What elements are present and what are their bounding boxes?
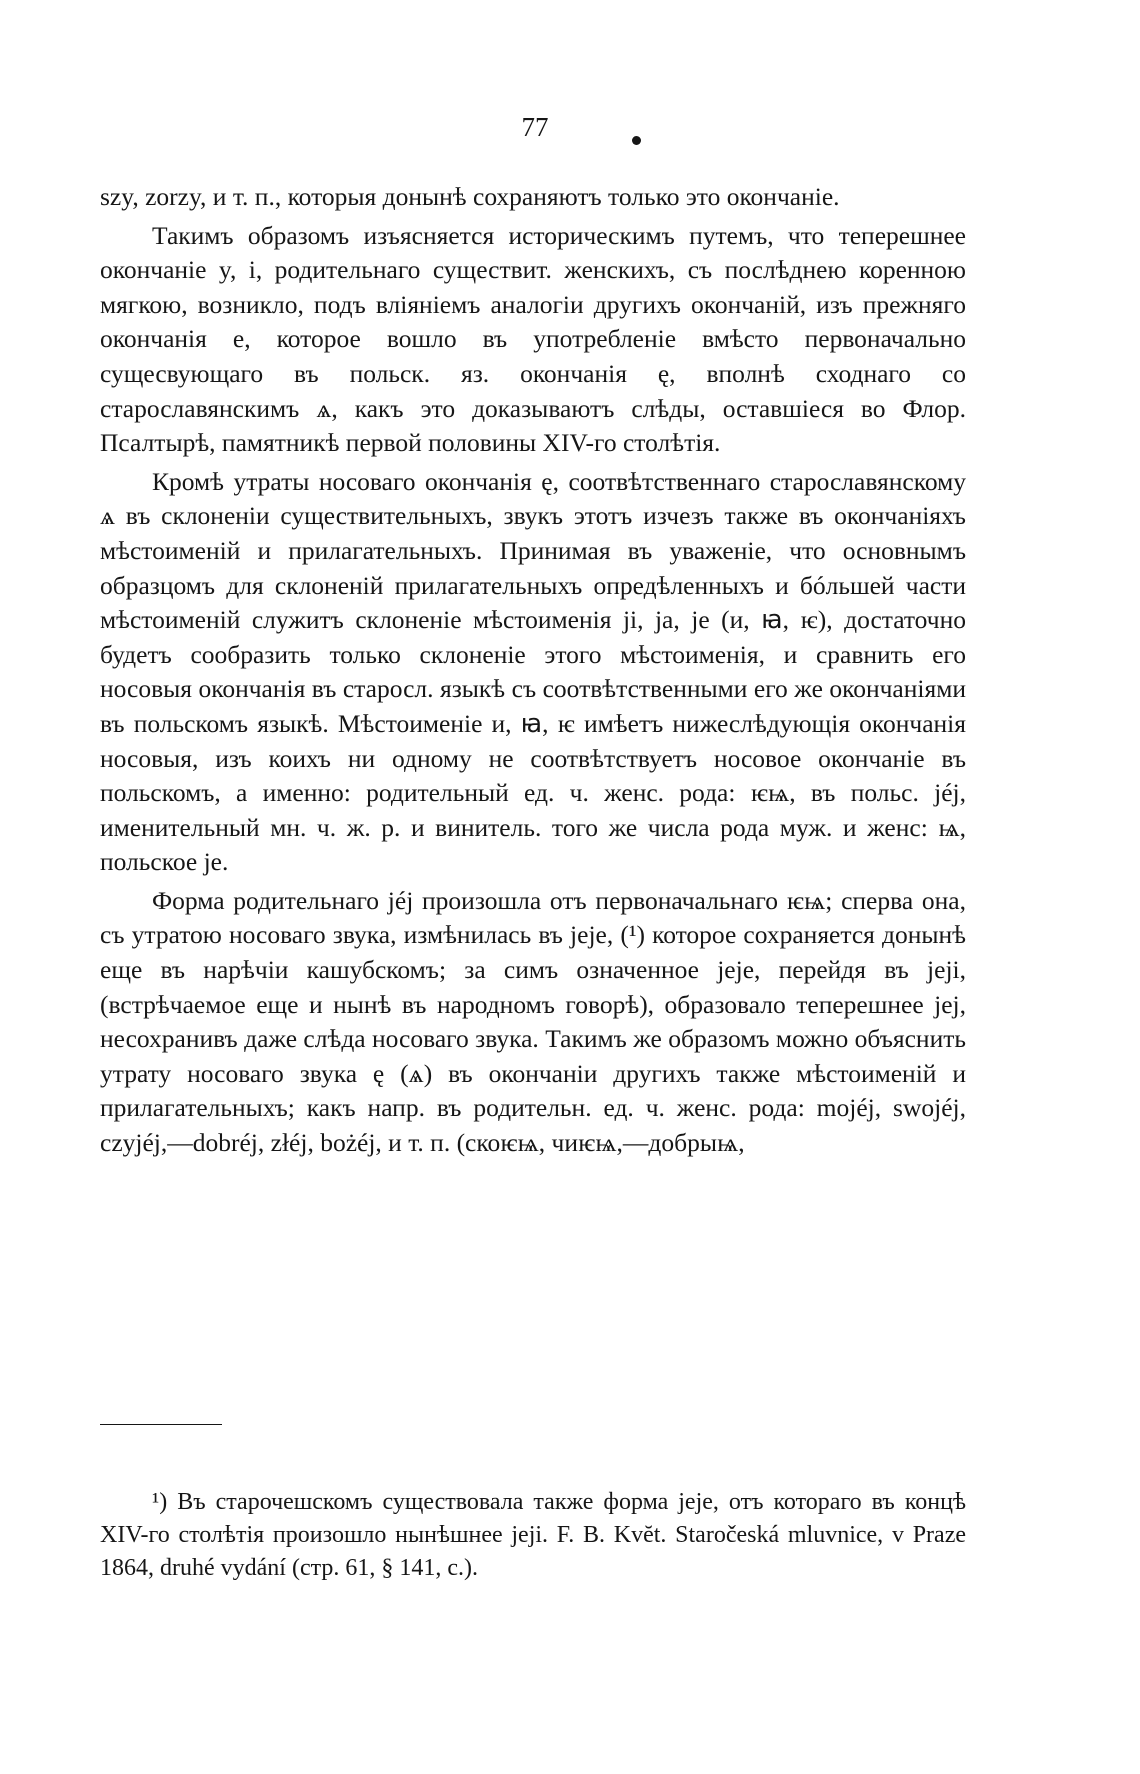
paragraph-continuation: szy, zorzy, и т. п., которыя донынѣ сохраняютъ только это окончаніе. [100, 182, 840, 211]
page-number: 77 [521, 112, 549, 142]
paragraph-genitive-form: Форма родительнаго jéj произошла отъ первоначальнаго ѥѩ; сперва она, съ утратою носоваго звука, измѣнилась въ jeje, (¹) которое сохраняется донынѣ еще въ нарѣчіи кашубскомъ; за симъ означенное jeje, перейдя въ jeji, (встрѣчаемое еще и нынѣ въ народномъ говорѣ), образовало теперешнее jej, несохранивъ даже слѣда носоваго звука. Такимъ же образомъ можно объяснить утрату носоваго звука ę (ѧ) въ окончаніи другихъ также мѣстоименій и прилагательныхъ; какъ напр. въ родительн. ед. ч. женс. рода: mojéj, swojéj, czyjéj,—dobréj, złéj, bożéj, и т. п. (скоѥѩ, чиѥѩ,—добрыѩ, [100, 885, 966, 1158]
paragraph-nasal-loss: Кромѣ утраты носоваго окончанія ę, соотвѣтственнаго старославянскому ѧ въ склоненіи существительныхъ, звукъ этотъ изчезъ также въ окончаніяхъ мѣстоименій и прилагательныхъ. Принимая въ уваженіе, что основнымъ образцомъ для склоненій прилагательныхъ опредѣленныхъ и бóльшей части мѣстоименій служитъ склоненіе мѣстоименія ji, ja, je (и, ꙗ, ѥ), достаточно будетъ сообразить только склоненіе этого мѣстоименія, и сравнить его носовыя окончанія въ старосл. языкѣ съ соотвѣтственными его же окончаніями въ польскомъ языкѣ. Мѣстоименіе и, ꙗ, ѥ имѣетъ нижеслѣдующія окончанія носовыя, изъ коихъ ни одному не соотвѣтствуетъ носовое окончаніе въ польскомъ, а именно: родительный ед. ч. женс. рода: ѥѩ, въ польс. jéj, именительный мн. ч. ж. р. и винитель. того же числа рода муж. и женс: ѩ, польское je. [100, 466, 966, 877]
print-speck [632, 136, 641, 145]
footnote: ¹) Въ старочешскомъ существовала также форма jeje, отъ котораго въ концѣ XIV-го столѣтія произошло нынѣшнее jeji. F. B. Kvĕt. Staročeská mluvnice, v Praze 1864, druhé vydání (стр. 61, § 141, с.). [100, 1489, 966, 1581]
paragraph-historical-path: Такимъ образомъ изъясняется историческимъ путемъ, что теперешнее окончаніе y, i, родительнаго существит. женскихъ, съ послѣднею коренною мягкою, возникло, подъ вліяніемъ аналогіи другихъ окончаній, изъ прежняго окончанія e, которое вошло въ употребленіе вмѣсто первоначально сущесвующаго въ польск. яз. окончанія ę, вполнѣ сходнаго со старославянскимъ ѧ, какъ это доказываютъ слѣды, оставшіеся во Флор. Псалтырѣ, памятникѣ первой половины XIV-го столѣтія. [100, 220, 966, 458]
footnote-divider [100, 1424, 222, 1425]
main-text [100, 180, 966, 1165]
